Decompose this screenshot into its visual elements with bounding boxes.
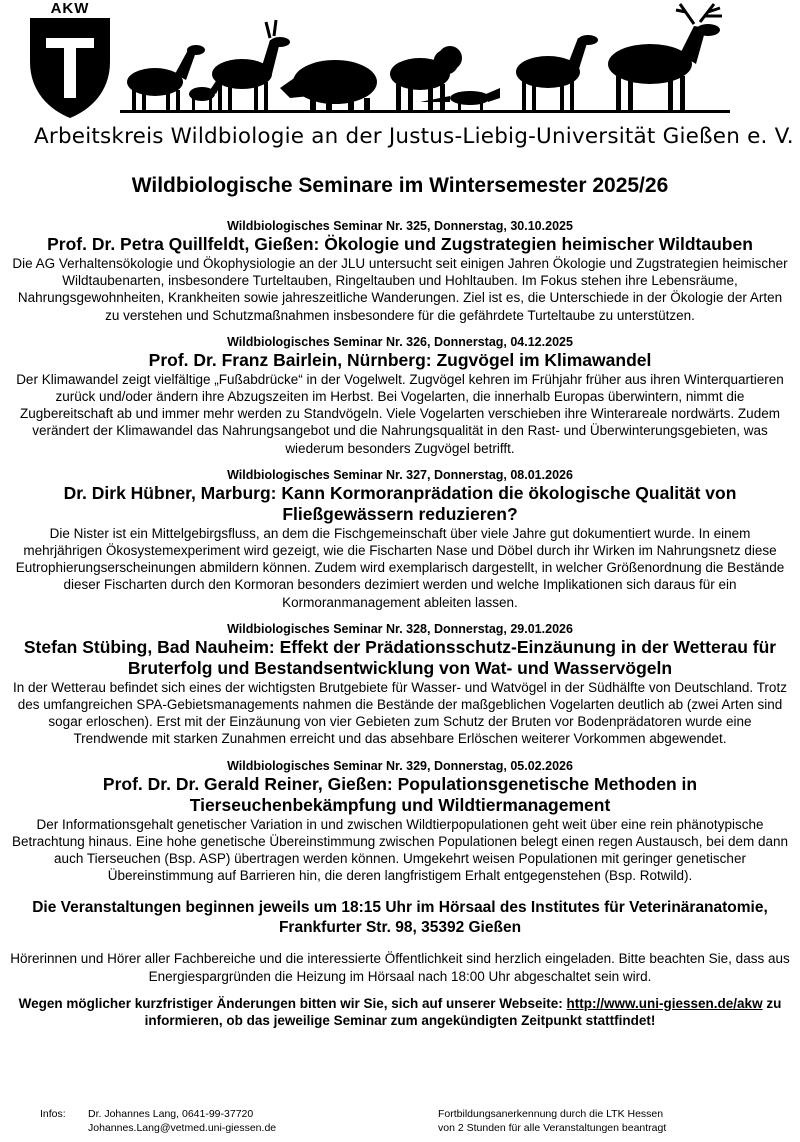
seminar-325: [10, 218, 790, 324]
seminar-meta: Wildbiologisches Seminar Nr. 326, Donnerstag, 04.12.2025: [227, 334, 573, 349]
seminar-abstract: In der Wetterau befindet sich eines der wichtigsten Brutgebiete für Wasser- und Watvögel in der Südhälfte von Deutschland. Trotz des umfangreichen SPA-Gebietsmanagements nahmen die Bestände der maßgeblichen Vogelarten deutlich ab (zwei Arten sind sogar erloschen). Erst mit der Einzäunung von vier Gebieten zum Schutz der Bruten vor Bodenprädatoren wurde eine Trendwende mit starken Zunahmen erreicht und das absehbare Erlöschen weiterer Vorkommen abgewendet.: [13, 679, 787, 747]
notice-text-after: zu informieren, ob das jeweilige Seminar zum angekündigten Zeitpunkt stattfindet!: [144, 995, 782, 1029]
wild-boar-silhouette: [280, 60, 377, 110]
seminar-329: [10, 758, 790, 885]
seminar-title: Dr. Dirk Hübner, Marburg: Kann Kormoranprädation die ökologische Qualität von Fließgewässern reduzieren?: [63, 482, 737, 524]
organization-name: Arbeitskreis Wildbiologie an der Justus-Liebig-Universität Gießen e. V.: [34, 124, 794, 149]
accreditation-line-1: Fortbildungsanerkennung durch die LTK Hessen: [438, 1108, 664, 1120]
seminar-title: Prof. Dr. Franz Bairlein, Nürnberg: Zugvögel im Klimawandel: [148, 349, 652, 370]
seminar-title: Stefan Stübing, Bad Nauheim: Effekt der Prädationsschutz-Einzäunung in der Wetterau für Bruterfolg und Bestandsentwicklung von Wat- und Wasservögeln: [23, 636, 777, 678]
invitation-text: Hörerinnen und Hörer aller Fachbereiche und die interessierte Öffentlichkeit sind herzlich eingeladen. Bitte beachten Sie, dass aus Energiespargründen die Heizung im Hörsaal nach 18:00 Uhr abgeschaltet sein wird.: [10, 951, 790, 984]
footer: [0, 1107, 800, 1141]
change-notice: [10, 995, 790, 1029]
seminar-abstract: Die Nister ist ein Mittelgebirgsfluss, an dem die Fischgemeinschaft über viele Jahre gut dokumentiert wurde. In einem mehrjährigen Ökosystemexperiment wird gezeigt, wie die Fischarten Nase und Döbel durch ihr Wirken im Nahrungsnetz diese Eutrophierungserscheinungen abmildern können. Zudem wird exemplarisch dargestellt, in welcher Größenordnung die Bestände dieser Fischarten durch den Kormoran besonders dezimiert werden und welche Implikationen sich daraus für ein Kormoranmanagement ableiten lassen.: [15, 525, 785, 610]
venue-info: Die Veranstaltungen beginnen jeweils um 18:15 Uhr im Hörsaal des Institutes für Veterinäranatomie, Frankfurter Str. 98, 35392 Gießen: [32, 899, 768, 937]
header: [0, 0, 800, 160]
red-deer-stag-silhouette: [608, 4, 722, 110]
accreditation-line-2: von 2 Stunden für alle Veranstaltungen beantragt: [438, 1122, 667, 1134]
contact-name-phone: Dr. Johannes Lang, 0641-99-37720: [88, 1108, 254, 1120]
notice-text-before: Wegen möglicher kurzfristiger Änderungen bitten wir Sie, sich auf unserer Webseite:: [18, 995, 567, 1011]
contact-email[interactable]: Johannes.Lang@vetmed.uni-giessen.de: [88, 1122, 277, 1134]
seminar-abstract: Die AG Verhaltensökologie und Ökophysiologie an der JLU untersucht seit einigen Jahren Ökologie und Zugstrategien heimischer Wildtaubenarten, insbesondere Turteltauben, Ringeltauben und Hohltauben. Im Fokus stehen ihre Lebensräume, Nahrungsgewohnheiten, Krankheiten sowie jahreszeitliche Wanderungen. Ziel ist es, die Unterschiede in der Ökologie der Arten zu verstehen und Schutzmaßnahmen insbesondere für die gefährdete Turteltaube zu unterstützen.: [12, 256, 788, 323]
website-link[interactable]: http://www.uni-giessen.de/akw: [566, 995, 763, 1011]
seminar-328: [10, 621, 790, 748]
fallow-deer-silhouette: [516, 35, 598, 110]
logo-text: AKW: [50, 0, 90, 17]
footer-accreditation: [438, 1107, 666, 1135]
footer-contact: [88, 1107, 276, 1135]
seminar-title: Prof. Dr. Petra Quillfeldt, Gießen: Ökologie und Zugstrategien heimischer Wildtauben: [47, 234, 753, 254]
seminar-327: [10, 467, 790, 611]
seminar-title: Prof. Dr. Dr. Gerald Reiner, Gießen: Populationsgenetische Methoden in Tierseuchenbekämpfung und Wildtiermanagement: [102, 773, 698, 815]
page-title: Wildbiologische Seminare im Wintersemester 2025/26: [131, 174, 669, 197]
seminar-list: [10, 218, 790, 1029]
mouflon-silhouette: [390, 46, 462, 110]
seminar-abstract: Der Informationsgehalt genetischer Variation in und zwischen Wildtierpopulationen geht weit über eine rein phänotypische Betrachtung hinaus. Eine hohe genetische Übereinstimmung zwischen Populationen belegt einen regen Austausch, bei dem dann auch Tierseuchen (Bsp. ASP) übertragen werden können. Umgekehrt weisen Populationen mit geringer genetischer Übereinstimmung auf Barrieren hin, die deren langfristigem Erhalt entgegenstehen (Bsp. Rotwild).: [11, 816, 789, 884]
footer-infos-label: Infos:: [40, 1108, 66, 1120]
roe-buck-silhouette: [212, 20, 290, 110]
seminar-meta: Wildbiologisches Seminar Nr. 329, Donnerstag, 05.02.2026: [227, 758, 573, 773]
seminar-meta: Wildbiologisches Seminar Nr. 325, Donnerstag, 30.10.2025: [227, 219, 573, 233]
seminar-326: [10, 334, 790, 457]
seminar-meta: Wildbiologisches Seminar Nr. 328, Donnerstag, 29.01.2026: [227, 621, 573, 636]
animal-silhouettes: [120, 2, 730, 114]
seminar-meta: Wildbiologisches Seminar Nr. 327, Donnerstag, 08.01.2026: [227, 467, 573, 482]
akw-shield-logo: [28, 0, 112, 120]
seminar-abstract: Der Klimawandel zeigt vielfältige „Fußabdrücke“ in der Vogelwelt. Zugvögel kehren im Frühjahr früher aus ihren Winterquartieren zurück und/oder ändern ihre Abzugszeiten im Herbst. Bei Vogelarten, die innerhalb Europas überwintern, nimmt die Zugbereitschaft ab und immer mehr werden zu Standvögeln. Viele Vogelarten verschieben ihre Winterareale nordwärts. Zudem verändert der Klimawandel das Nahrungsangebot und die Nahrungsqualität in den Rast- und Überwinterungsgebieten, was wiederum besonders Zugvögel betrifft.: [16, 371, 784, 456]
